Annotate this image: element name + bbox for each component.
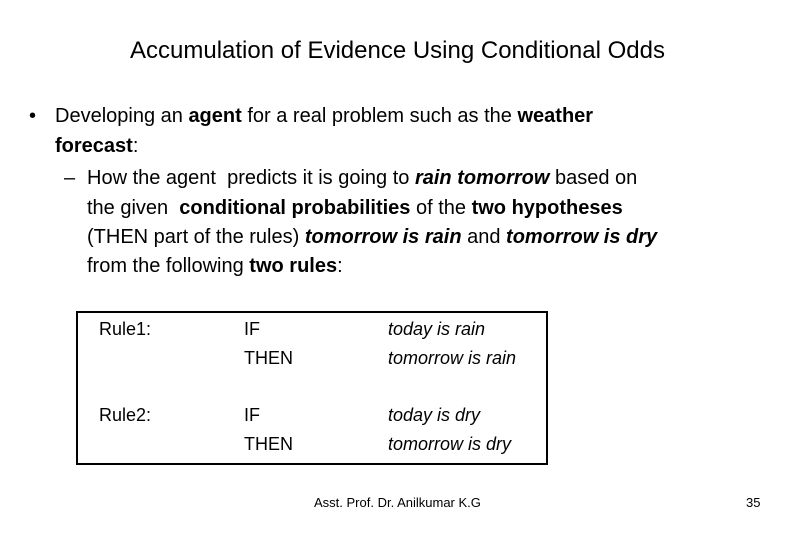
text-run: (THEN part of the rules) [87,226,305,248]
text-run: two hypotheses [471,197,623,219]
sub-bullet-line-1 [87,163,637,193]
text-run: agent [188,105,242,127]
footer-author: Asst. Prof. Dr. Anilkumar K.G [314,495,481,510]
text-run: tomorrow is rain [304,226,462,248]
text-run: Developing an [55,105,189,127]
text-run: forecast [55,135,133,157]
text-run: weather [517,105,594,127]
bullet-marker: • [29,105,37,127]
rule-1-condition: today is rain [388,319,486,339]
rule-2-condition: today is dry [388,405,481,425]
rule-1-conclusion: tomorrow is rain [388,348,517,368]
text-run: based on [549,167,638,189]
sub-bullet-line-4 [87,251,343,281]
text-run: for a real problem such as the [241,105,518,127]
text-run: two rules [249,255,338,277]
rule-1-if-keyword: IF [244,319,260,339]
rule-1-then-keyword: THEN [244,348,293,368]
rule-2-conclusion: tomorrow is dry [388,434,512,454]
text-run: : [337,255,343,277]
text-run: of the [410,197,472,219]
bullet-line-1 [55,101,593,131]
sub-bullet-line-2 [87,193,623,223]
text-run: the given [87,197,180,219]
text-run: from the following [87,255,250,277]
sub-bullet-line-3 [87,222,657,252]
text-run: and [461,226,507,248]
text-run: rain tomorrow [414,167,550,189]
sub-bullet-marker: – [64,167,76,189]
rule-2-name: Rule2: [99,405,152,425]
text-run: : [132,135,139,157]
text-run: How the agent predicts it is going to [87,167,415,189]
rule-1-name: Rule1: [99,319,152,339]
bullet-line-2 [55,131,138,161]
page-number: 35 [746,495,761,510]
rule-2-then-keyword: THEN [244,434,293,454]
slide-title: Accumulation of Evidence Using Conditional Odds [130,37,665,64]
text-run: tomorrow is dry [506,226,658,248]
text-run: conditional probabilities [179,197,411,219]
rule-2-if-keyword: IF [244,405,260,425]
